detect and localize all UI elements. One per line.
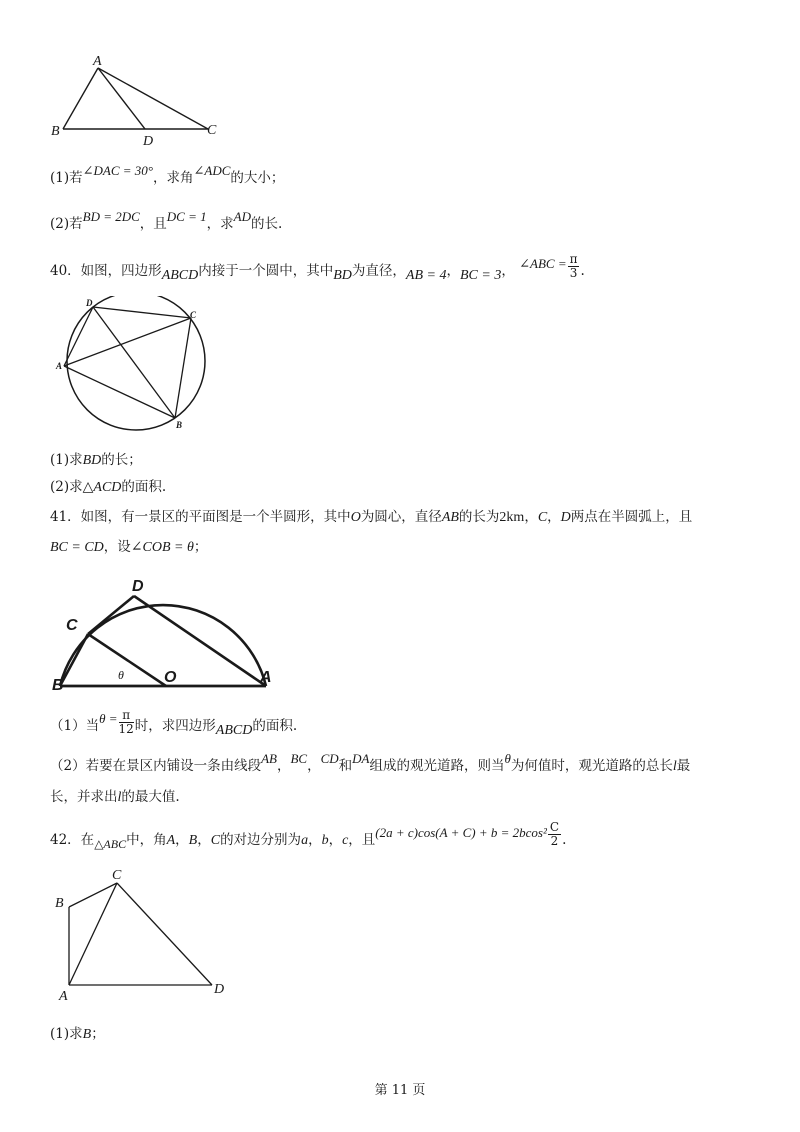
- label-a: A: [59, 989, 68, 1004]
- label-d: D: [86, 298, 93, 308]
- q41-part1: （1）当θ = $\frac{\pi}{12}$ 时，求四边形ABCD的面积.: [50, 708, 298, 738]
- label-d: D: [143, 134, 154, 149]
- page-number: 第 11 页: [374, 1083, 426, 1098]
- figure-quadrilateral: [50, 862, 240, 1008]
- label-a: A: [56, 361, 63, 371]
- label-b: B: [51, 124, 60, 139]
- label-a: A: [93, 54, 102, 69]
- q41-intro-line2: BC = CD，设∠COB = θ；: [50, 539, 208, 555]
- q41-part2-line1: （2）若要在景区内铺设一条由线段AB，BC，CD和DA组成的观光道路，则当θ为何值时，观光道路的总长l最: [50, 751, 691, 774]
- label-b: B: [52, 677, 64, 692]
- q41-part2-line2: 长，并求出l的最大值.: [50, 789, 180, 805]
- figure-semicircle: [48, 572, 288, 692]
- q41-intro-line1: 41．如图，有一景区的平面图是一个半圆形，其中O为圆心，直径AB的长为2km，C，D两点在半圆弧上，且: [50, 509, 693, 525]
- label-c: C: [66, 617, 78, 634]
- q39-part1: (1)若∠DAC = 30°，求角∠ADC的大小；: [50, 163, 285, 186]
- label-d: D: [132, 578, 144, 595]
- label-c: C: [190, 310, 197, 320]
- label-o: O: [164, 669, 177, 686]
- q40-part1: (1)求BD的长；: [50, 452, 142, 468]
- label-d: D: [214, 982, 225, 997]
- q42-intro: 42．在△ABC中，角A，B，C的对边分别为a，b，c，且(2a + c)cos(A + C) + b = 2bcos² $\frac{C}{2}$ .: [50, 820, 567, 851]
- label-c: C: [207, 123, 217, 138]
- q42-part1: (1)求B；: [50, 1026, 105, 1042]
- label-c: C: [112, 868, 122, 883]
- label-theta: θ: [118, 668, 124, 682]
- label-b: B: [55, 896, 64, 911]
- label-b: B: [176, 420, 183, 430]
- q39-part2: (2)若BD = 2DC，且DC = 1，求AD的长.: [50, 209, 283, 232]
- label-a: A: [260, 669, 272, 686]
- q40-intro: 40．如图，四边形ABCD内接于一个圆中，其中BD为直径，AB = 4，BC = 3， ∠ABC = $\frac{\pi}{3}$ .: [50, 252, 585, 283]
- figure-triangle-abd: [45, 52, 235, 152]
- q40-part2: (2)求△ACD的面积.: [50, 479, 167, 495]
- figure-circle-abcd: [48, 296, 218, 436]
